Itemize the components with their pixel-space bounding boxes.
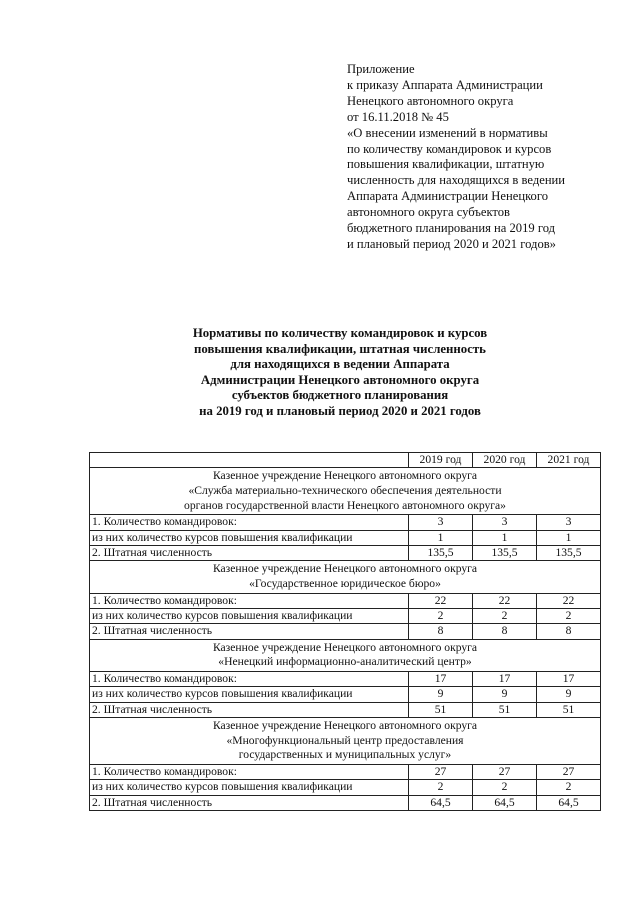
value-cell: 27: [473, 765, 537, 780]
value-cell: 22: [473, 593, 537, 608]
appendix-line: бюджетного планирования на 2019 год: [347, 221, 556, 236]
value-cell: 2: [473, 780, 537, 795]
org-header-row: [90, 561, 601, 593]
row-label: 2. Штатная численность: [90, 795, 409, 810]
value-cell: 27: [409, 765, 473, 780]
value-cell: 135,5: [537, 546, 601, 561]
org-name-line: Казенное учреждение Ненецкого автономного округа: [212, 469, 478, 483]
row-label: из них количество курсов повышения квалификации: [90, 780, 409, 795]
value-cell: 3: [409, 515, 473, 530]
org-name-cell: [90, 468, 601, 515]
title-line: Нормативы по количеству командировок и курсов: [192, 326, 488, 340]
org-name-line: Казенное учреждение Ненецкого автономного округа: [212, 562, 478, 576]
org-header-row: [90, 718, 601, 765]
appendix-line: Ненецкого автономного округа: [347, 93, 514, 108]
appendix-line: Приложение: [347, 62, 415, 76]
org-name-line: «Служба материально-технического обеспечения деятельности: [188, 484, 502, 497]
value-cell: 135,5: [409, 546, 473, 561]
norms-table: [89, 452, 601, 811]
header-cell: 2020 год: [473, 453, 537, 468]
value-cell: 1: [537, 530, 601, 545]
appendix-line: от 16.11.2018 № 45: [347, 109, 449, 124]
row-label: 2. Штатная численность: [90, 624, 409, 639]
row-label: 1. Количество командировок:: [90, 593, 409, 608]
value-cell: 64,5: [537, 795, 601, 810]
row-label: из них количество курсов повышения квалификации: [90, 609, 409, 624]
org-name-line: органов государственной власти Ненецкого автономного округа»: [184, 498, 506, 512]
org-name-cell: [90, 718, 601, 765]
appendix-line: повышения квалификации, штатную: [347, 157, 545, 172]
org-header-row: [90, 468, 601, 515]
value-cell: 1: [473, 530, 537, 545]
value-cell: 135,5: [473, 546, 537, 561]
title-line: субъектов бюджетного планирования: [231, 388, 449, 403]
appendix-line: Аппарата Администрации Ненецкого: [347, 189, 548, 204]
title-line: для находящихся в ведении Аппарата: [230, 357, 450, 372]
value-cell: 2: [473, 609, 537, 624]
value-cell: 51: [473, 702, 537, 717]
org-name-line: государственных и муниципальных услуг»: [238, 748, 452, 762]
org-name-line: «Ненецкий информационно-аналитический центр»: [218, 655, 472, 669]
appendix-line: по количеству командировок и курсов: [347, 141, 552, 156]
value-cell: 8: [409, 624, 473, 639]
table-row: [90, 795, 601, 810]
value-cell: 9: [473, 687, 537, 702]
org-name-line: Казенное учреждение Ненецкого автономного округа: [212, 719, 478, 733]
value-cell: 8: [473, 624, 537, 639]
value-cell: 9: [409, 687, 473, 702]
value-cell: 2: [409, 609, 473, 624]
appendix-line: численность для находящихся в ведении: [347, 173, 566, 188]
table-row: [90, 530, 601, 545]
value-cell: 3: [537, 515, 601, 530]
appendix-block: [347, 62, 627, 253]
table-header-row: [90, 453, 601, 468]
value-cell: 2: [537, 609, 601, 624]
row-label: 1. Количество командировок:: [90, 515, 409, 530]
header-cell: 2019 год: [409, 453, 473, 468]
value-cell: 8: [537, 624, 601, 639]
title-line: повышения квалификации, штатная численность: [194, 341, 486, 356]
row-label: из них количество курсов повышения квалификации: [90, 530, 409, 545]
value-cell: 27: [537, 765, 601, 780]
row-label: 1. Количество командировок:: [90, 765, 409, 780]
table-row: [90, 609, 601, 624]
table-row: [90, 780, 601, 795]
value-cell: 22: [537, 593, 601, 608]
header-cell: [90, 453, 409, 468]
table-row: [90, 672, 601, 687]
value-cell: 3: [473, 515, 537, 530]
table-row: [90, 515, 601, 530]
table-row: [90, 765, 601, 780]
value-cell: 2: [537, 780, 601, 795]
appendix-line: «О внесении изменений в нормативы: [347, 125, 548, 140]
appendix-line: и плановый период 2020 и 2021 годов»: [347, 236, 556, 251]
row-label: 2. Штатная численность: [90, 546, 409, 561]
org-name-cell: [90, 639, 601, 671]
value-cell: 17: [537, 672, 601, 687]
title-line: на 2019 год и плановый период 2020 и 2021 годов: [199, 403, 481, 418]
row-label: из них количество курсов повышения квалификации: [90, 687, 409, 702]
table-row: [90, 687, 601, 702]
table-row: [90, 624, 601, 639]
table-row: [90, 546, 601, 561]
org-name-line: «Государственное юридическое бюро»: [249, 577, 441, 590]
appendix-line: автономного округа субъектов: [347, 205, 510, 220]
appendix-line: к приказу Аппарата Администрации: [347, 77, 543, 92]
org-name-cell: [90, 561, 601, 593]
value-cell: 17: [473, 672, 537, 687]
header-cell: 2021 год: [537, 453, 601, 468]
org-name-line: Казенное учреждение Ненецкого автономного округа: [212, 640, 478, 654]
value-cell: 2: [409, 780, 473, 795]
row-label: 1. Количество командировок:: [90, 672, 409, 687]
value-cell: 22: [409, 593, 473, 608]
value-cell: 64,5: [473, 795, 537, 810]
title-line: Администрации Ненецкого автономного округа: [200, 372, 480, 387]
value-cell: 9: [537, 687, 601, 702]
table-row: [90, 593, 601, 608]
org-header-row: [90, 639, 601, 671]
value-cell: 64,5: [409, 795, 473, 810]
org-name-line: «Многофункциональный центр предоставления: [226, 733, 464, 747]
value-cell: 51: [409, 702, 473, 717]
value-cell: 51: [537, 702, 601, 717]
value-cell: 17: [409, 672, 473, 687]
value-cell: 1: [409, 530, 473, 545]
row-label: 2. Штатная численность: [90, 702, 409, 717]
table-row: [90, 702, 601, 717]
document-title: [130, 326, 550, 420]
